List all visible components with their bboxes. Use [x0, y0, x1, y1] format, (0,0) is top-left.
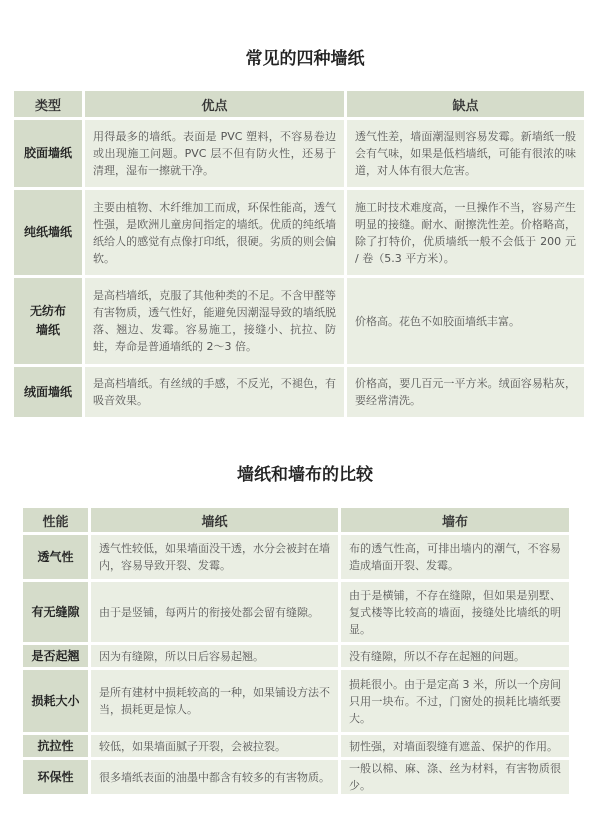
- wallpaper-types-table: [11, 88, 587, 420]
- wallcloth-cell: 由于是横铺，不存在缝隙，但如果是别墅、复式楼等比较高的墙面，接缝处比墙纸的明显。: [341, 582, 569, 642]
- wallcloth-cell: 韧性强，对墙面裂缝有遮盖、保护的作用。: [341, 735, 569, 757]
- table1-header-pros: 优点: [85, 91, 344, 117]
- table2-row: [23, 760, 569, 794]
- table2-row: [23, 735, 569, 757]
- paper-vs-cloth-table: [20, 505, 572, 797]
- table2-header-wallpaper: 墙纸: [91, 508, 338, 532]
- property-cell: 环保性: [23, 760, 88, 794]
- table2-row: [23, 645, 569, 667]
- cons-cell: 价格高，要几百元一平方米。绒面容易粘灰，要经常清洗。: [347, 367, 584, 417]
- wallpaper-cell: 很多墙纸表面的油墨中都含有较多的有害物质。: [91, 760, 338, 794]
- pros-cell: 是高档墙纸。有丝绒的手感，不反光，不褪色，有吸音效果。: [85, 367, 344, 417]
- table1-row: [14, 190, 584, 275]
- pros-cell: 用得最多的墙纸。表面是 PVC 塑料，不容易卷边或出现施工问题。PVC 层不但有防火性，还易于清理，湿布一擦就干净。: [85, 120, 344, 187]
- type-cell: 纯纸墙纸: [14, 190, 82, 275]
- pros-cell: 是高档墙纸，克服了其他种类的不足。不含甲醛等有害物质，透气性好，能避免因潮湿导致的墙纸脱落、翘边、发霉。容易施工，接缝小、抗拉、防蛀，寿命是普通墙纸的 2～3 倍。: [85, 278, 344, 364]
- property-cell: 抗拉性: [23, 735, 88, 757]
- table1-header-type: 类型: [14, 91, 82, 117]
- cons-cell: 施工时技术难度高，一旦操作不当，容易产生明显的接缝。耐水、耐擦洗性差。价格略高，除了打特价，优质墙纸一般不会低于 200 元 / 卷（5.3 平方米）。: [347, 190, 584, 275]
- wallpaper-cell: 较低，如果墙面腻子开裂，会被拉裂。: [91, 735, 338, 757]
- wallpaper-cell: 透气性较低，如果墙面没干透，水分会被封在墙内，容易导致开裂、发霉。: [91, 535, 338, 579]
- property-cell: 透气性: [23, 535, 88, 579]
- table2-row: [23, 670, 569, 732]
- wallcloth-cell: 没有缝隙，所以不存在起翘的问题。: [341, 645, 569, 667]
- wallcloth-cell: 布的透气性高，可排出墙内的潮气，不容易造成墙面开裂、发霉。: [341, 535, 569, 579]
- wallcloth-cell: 损耗很小。由于是定高 3 米，所以一个房间只用一块布。不过，门窗处的损耗比墙纸要大。: [341, 670, 569, 732]
- cons-cell: 价格高。花色不如胶面墙纸丰富。: [347, 278, 584, 364]
- table1-header-row: [14, 91, 584, 117]
- pros-cell: 主要由植物、木纤维加工而成，环保性能高，透气性强，是欧洲儿童房间指定的墙纸。优质的纯纸墙纸给人的感觉有点像打印纸，很硬。劣质的则会偏软。: [85, 190, 344, 275]
- table2-row: [23, 582, 569, 642]
- table1-row: [14, 120, 584, 187]
- type-cell: 胶面墙纸: [14, 120, 82, 187]
- table2-row: [23, 535, 569, 579]
- wallpaper-cell: 因为有缝隙，所以日后容易起翘。: [91, 645, 338, 667]
- table1-header-cons: 缺点: [347, 91, 584, 117]
- wallpaper-cell: 是所有建材中损耗较高的一种，如果铺设方法不当，损耗更是惊人。: [91, 670, 338, 732]
- table2-header-wallcloth: 墙布: [341, 508, 569, 532]
- property-cell: 有无缝隙: [23, 582, 88, 642]
- table1-title: 常见的四种墙纸: [245, 49, 365, 69]
- type-cell: 绒面墙纸: [14, 367, 82, 417]
- table2-title: 墙纸和墙布的比较: [237, 465, 373, 485]
- property-cell: 损耗大小: [23, 670, 88, 732]
- table1-row: [14, 278, 584, 364]
- table2-header-property: 性能: [23, 508, 88, 532]
- table1-row: [14, 367, 584, 417]
- type-cell: 无纺布墙纸: [14, 278, 82, 364]
- wallcloth-cell: 一般以棉、麻、涤、丝为材料，有害物质很少。: [341, 760, 569, 794]
- cons-cell: 透气性差，墙面潮湿则容易发霉。新墙纸一般会有气味，如果是低档墙纸，可能有很浓的味道，对人体有很大危害。: [347, 120, 584, 187]
- table2-header-row: [23, 508, 569, 532]
- property-cell: 是否起翘: [23, 645, 88, 667]
- wallpaper-cell: 由于是竖铺，每两片的衔接处都会留有缝隙。: [91, 582, 338, 642]
